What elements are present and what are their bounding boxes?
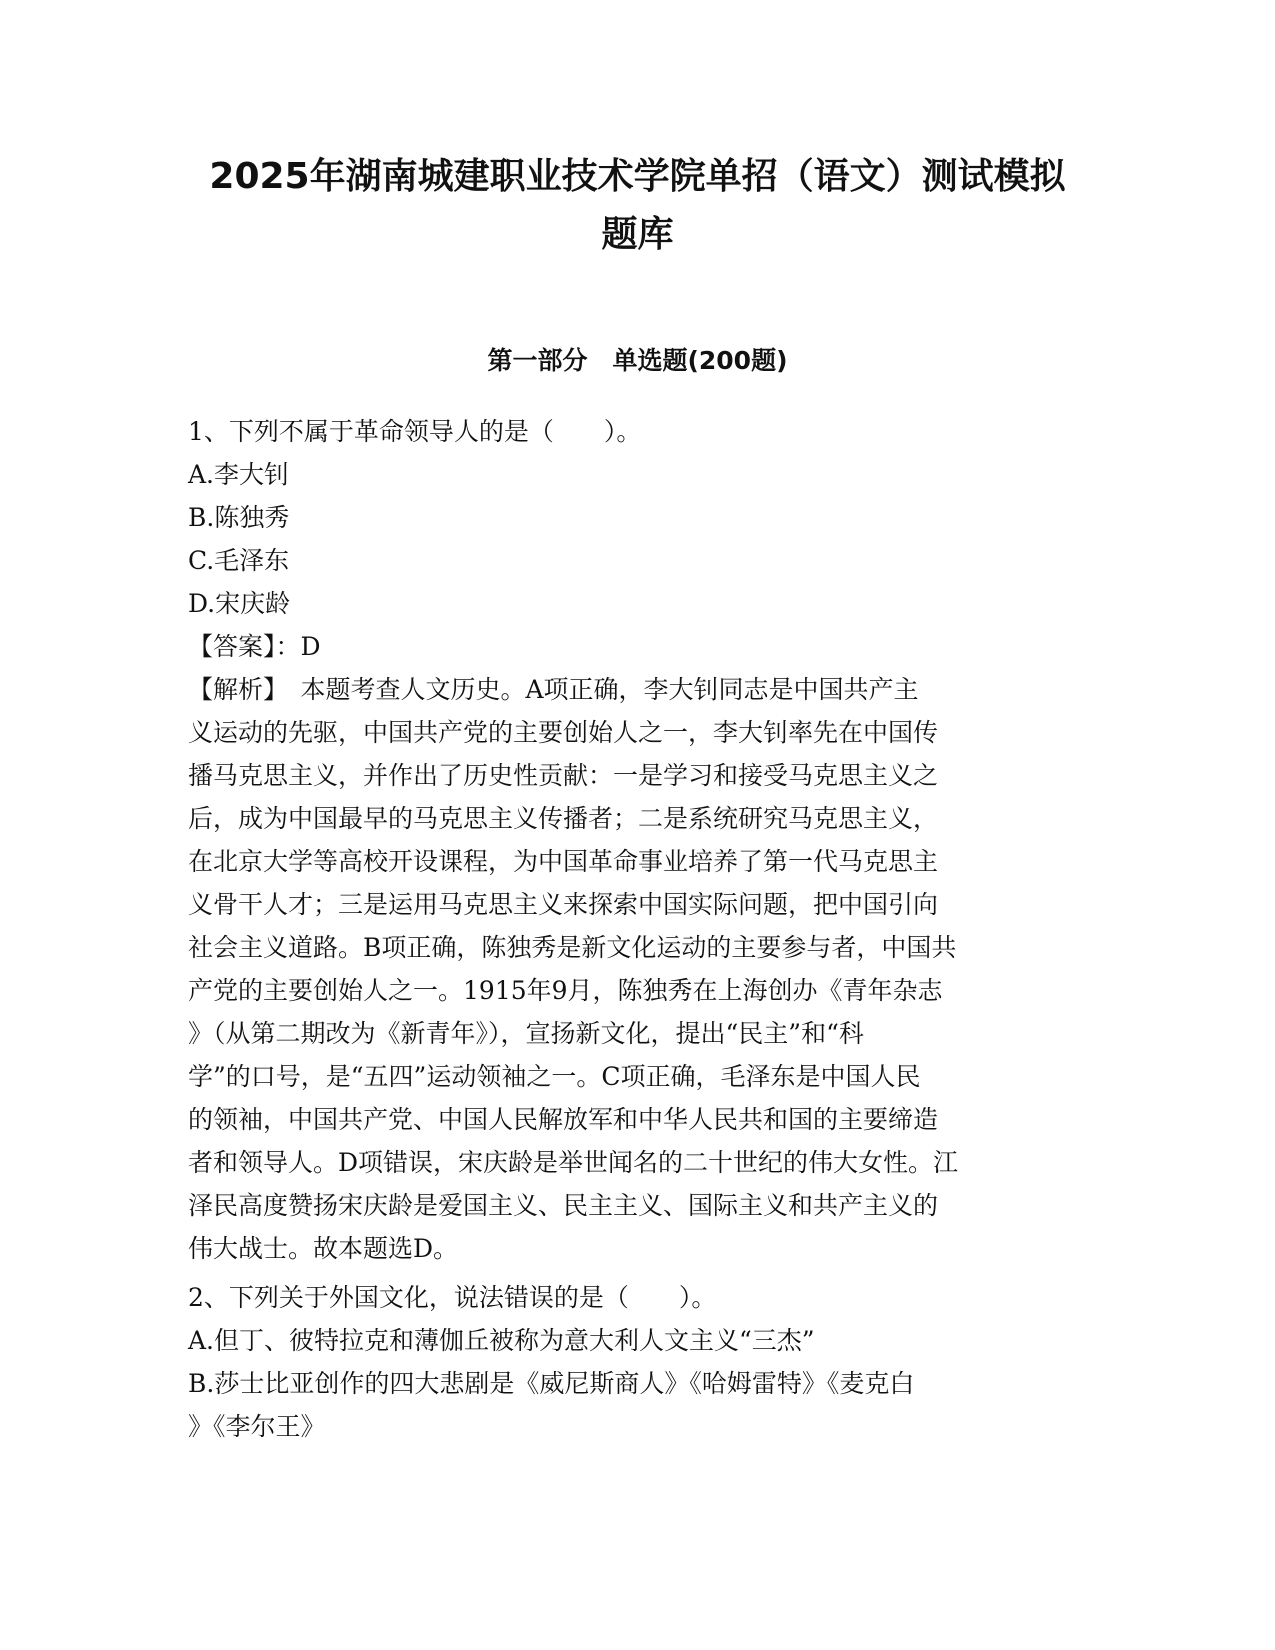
option-c: C.毛泽东	[188, 546, 290, 575]
option-b: B.莎士比亚创作的四大悲剧是《威尼斯商人》《哈姆雷特》《麦克白	[188, 1369, 915, 1398]
section-heading: 第一部分 单选题(200题)	[487, 346, 788, 375]
answer-line: 【答案】：D	[188, 632, 321, 661]
option-b: B.陈独秀	[188, 503, 290, 532]
analysis-line: 》（从第二期改为《新青年》），宣扬新文化，提出“民主”和“科	[188, 1019, 864, 1048]
analysis-line: 社会主义道路。B项正确，陈独秀是新文化运动的主要参与者，中国共	[188, 933, 957, 962]
analysis-line: 者和领导人。D项错误，宋庆龄是举世闻名的二十世纪的伟大女性。江	[188, 1148, 959, 1177]
option-a: A.李大钊	[188, 460, 290, 489]
question-stem: 2、下列关于外国文化，说法错误的是（ ）。	[188, 1283, 717, 1312]
analysis-line: 伟大战士。故本题选D。	[188, 1234, 459, 1263]
document-title-line-1: 2025年湖南城建职业技术学院单招（语文）测试模拟	[209, 156, 1066, 197]
option-a: A.但丁、彼特拉克和薄伽丘被称为意大利人文主义“三杰”	[188, 1326, 815, 1355]
analysis-line: 后，成为中国最早的马克思主义传播者；二是系统研究马克思主义，	[188, 804, 939, 833]
option-d: D.宋庆龄	[188, 589, 291, 618]
document-title	[180, 148, 1095, 264]
analysis-line: 义运动的先驱，中国共产党的主要创始人之一，李大钊率先在中国传	[188, 718, 939, 747]
analysis-line: 在北京大学等高校开设课程，为中国革命事业培养了第一代马克思主	[188, 847, 939, 876]
option-b-continued: 》《李尔王》	[188, 1412, 326, 1441]
document-title-line-2: 题库	[601, 214, 674, 255]
analysis-line: 学”的口号，是“五四”运动领袖之一。C项正确，毛泽东是中国人民	[188, 1062, 921, 1091]
analysis-line: 播马克思主义，并作出了历史性贡献：一是学习和接受马克思主义之	[188, 761, 939, 790]
question-2	[188, 1276, 1088, 1448]
question-stem: 1、下列不属于革命领导人的是（ ）。	[188, 417, 642, 446]
analysis-line: 的领袖，中国共产党、中国人民解放军和中华人民共和国的主要缔造	[188, 1105, 939, 1134]
question-1	[188, 410, 1088, 1270]
question-list	[188, 410, 1088, 1448]
analysis-block	[188, 668, 1088, 1270]
analysis-line: 产党的主要创始人之一。1915年9月，陈独秀在上海创办《青年杂志	[188, 976, 943, 1005]
analysis-line: 【解析】 本题考查人文历史。A项正确，李大钊同志是中国共产主	[188, 675, 919, 704]
analysis-line: 泽民高度赞扬宋庆龄是爱国主义、民主主义、国际主义和共产主义的	[188, 1191, 939, 1220]
analysis-line: 义骨干人才；三是运用马克思主义来探索中国实际问题，把中国引向	[188, 890, 939, 919]
